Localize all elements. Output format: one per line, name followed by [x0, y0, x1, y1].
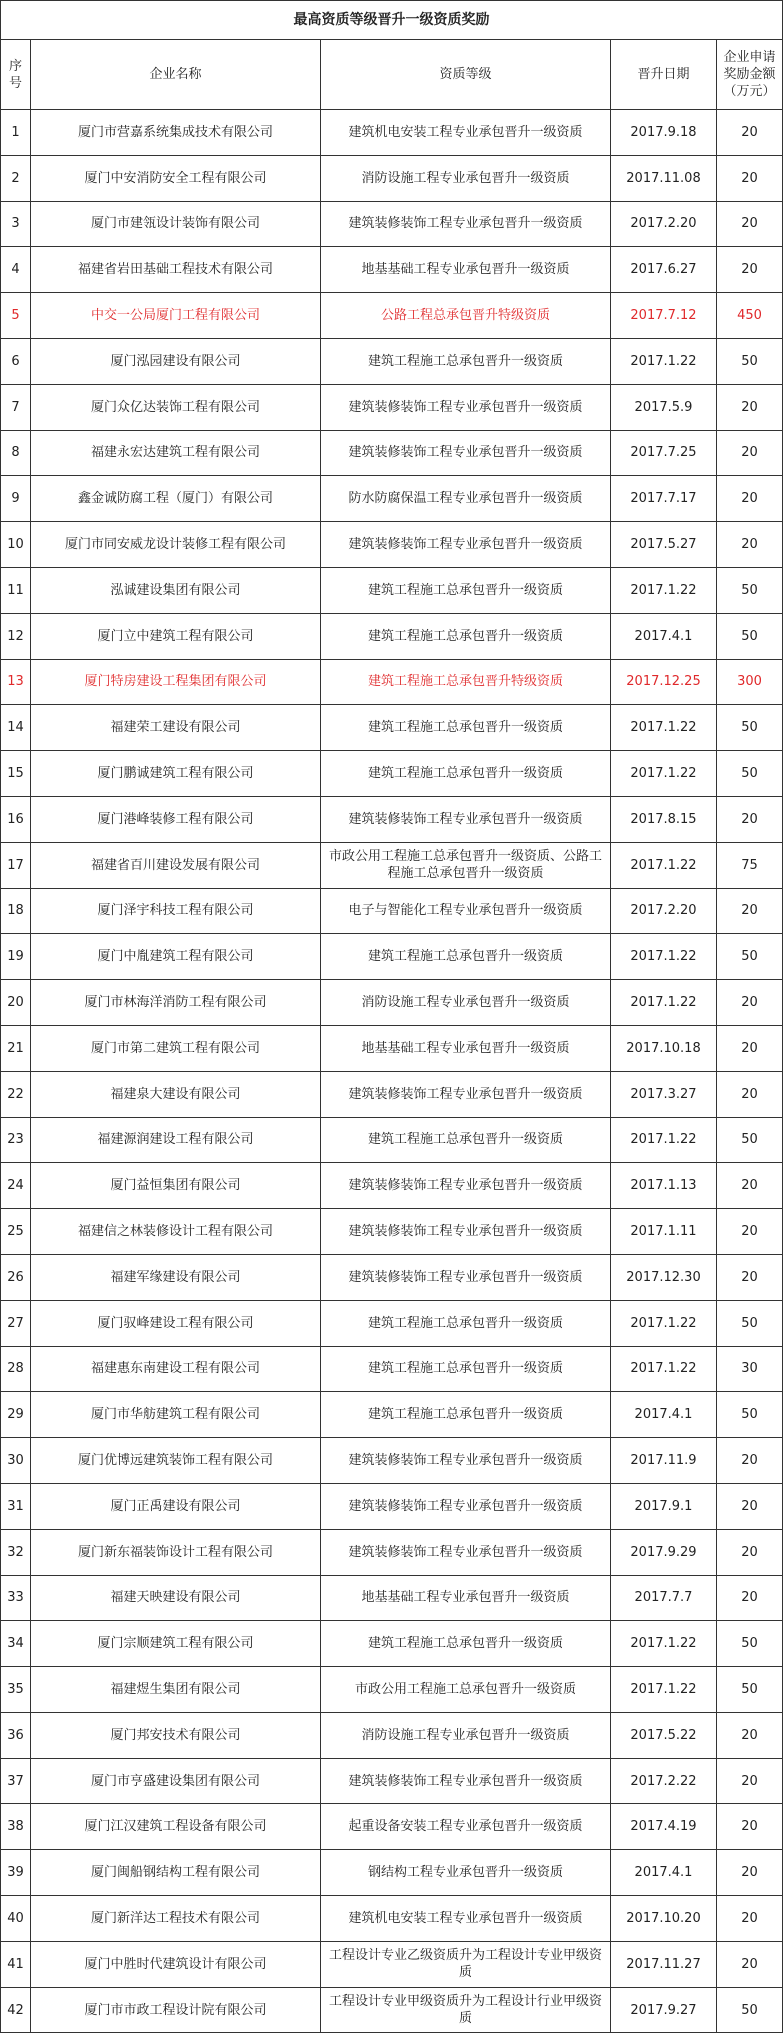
qualification: 建筑工程施工总承包晋升一级资质 [321, 751, 611, 797]
table-row [1, 567, 783, 613]
company-name: 厦门正禹建设有限公司 [31, 1483, 321, 1529]
table-row [1, 476, 783, 522]
company-name: 厦门新洋达工程技术有限公司 [31, 1896, 321, 1942]
company-name: 厦门立中建筑工程有限公司 [31, 613, 321, 659]
company-name: 厦门邦安技术有限公司 [31, 1712, 321, 1758]
award-amount: 20 [717, 1804, 783, 1850]
row-number: 3 [1, 201, 31, 247]
qualification: 消防设施工程专业承包晋升一级资质 [321, 1712, 611, 1758]
table-row [1, 659, 783, 705]
row-number: 37 [1, 1758, 31, 1804]
promotion-date: 2017.4.1 [611, 1392, 717, 1438]
promotion-date: 2017.3.27 [611, 1071, 717, 1117]
award-amount: 50 [717, 1621, 783, 1667]
company-name: 厦门市市政工程设计院有限公司 [31, 1987, 321, 2033]
award-amount: 20 [717, 155, 783, 201]
award-amount: 50 [717, 934, 783, 980]
table-row [1, 1575, 783, 1621]
row-number: 34 [1, 1621, 31, 1667]
company-name: 厦门驭峰建设工程有限公司 [31, 1300, 321, 1346]
table-row [1, 796, 783, 842]
row-number: 33 [1, 1575, 31, 1621]
award-amount: 20 [717, 1025, 783, 1071]
header-row [1, 40, 783, 110]
table-row [1, 705, 783, 751]
award-amount: 20 [717, 476, 783, 522]
qualification: 消防设施工程专业承包晋升一级资质 [321, 155, 611, 201]
company-name: 厦门益恒集团有限公司 [31, 1163, 321, 1209]
award-amount: 20 [717, 1758, 783, 1804]
company-name: 厦门宗顺建筑工程有限公司 [31, 1621, 321, 1667]
row-number: 23 [1, 1117, 31, 1163]
award-amount: 30 [717, 1346, 783, 1392]
table-row [1, 842, 783, 888]
row-number: 4 [1, 247, 31, 293]
award-amount: 50 [717, 1987, 783, 2033]
table-row [1, 1209, 783, 1255]
promotion-date: 2017.6.27 [611, 247, 717, 293]
qualification: 建筑装修装饰工程专业承包晋升一级资质 [321, 201, 611, 247]
table-row [1, 1025, 783, 1071]
company-name: 厦门市第二建筑工程有限公司 [31, 1025, 321, 1071]
promotion-date: 2017.1.22 [611, 1300, 717, 1346]
promotion-date: 2017.5.9 [611, 384, 717, 430]
table-row [1, 888, 783, 934]
company-name: 厦门新东福装饰设计工程有限公司 [31, 1529, 321, 1575]
qualification: 电子与智能化工程专业承包晋升一级资质 [321, 888, 611, 934]
qualification: 建筑装修装饰工程专业承包晋升一级资质 [321, 384, 611, 430]
qualification: 工程设计专业乙级资质升为工程设计专业甲级资质 [321, 1941, 611, 1987]
qualification: 市政公用工程施工总承包晋升一级资质、公路工程施工总承包晋升一级资质 [321, 842, 611, 888]
row-number: 17 [1, 842, 31, 888]
promotion-date: 2017.11.08 [611, 155, 717, 201]
company-name: 鑫金诚防腐工程（厦门）有限公司 [31, 476, 321, 522]
row-number: 14 [1, 705, 31, 751]
row-number: 21 [1, 1025, 31, 1071]
qualification: 建筑装修装饰工程专业承包晋升一级资质 [321, 1438, 611, 1484]
promotion-date: 2017.2.20 [611, 201, 717, 247]
promotion-date: 2017.1.22 [611, 1346, 717, 1392]
award-amount: 20 [717, 1071, 783, 1117]
row-number: 15 [1, 751, 31, 797]
award-amount: 20 [717, 247, 783, 293]
qualification: 建筑装修装饰工程专业承包晋升一级资质 [321, 522, 611, 568]
award-amount: 50 [717, 1300, 783, 1346]
qualification: 建筑装修装饰工程专业承包晋升一级资质 [321, 1758, 611, 1804]
row-number: 25 [1, 1209, 31, 1255]
company-name: 厦门市同安威龙设计装修工程有限公司 [31, 522, 321, 568]
row-number: 24 [1, 1163, 31, 1209]
award-amount: 20 [717, 522, 783, 568]
company-name: 福建惠东南建设工程有限公司 [31, 1346, 321, 1392]
promotion-date: 2017.7.7 [611, 1575, 717, 1621]
table-row [1, 1850, 783, 1896]
qualification: 建筑工程施工总承包晋升一级资质 [321, 1392, 611, 1438]
promotion-date: 2017.10.20 [611, 1896, 717, 1942]
award-amount: 50 [717, 751, 783, 797]
promotion-date: 2017.1.22 [611, 705, 717, 751]
table-row [1, 1346, 783, 1392]
table-row [1, 1941, 783, 1987]
company-name: 厦门市华舫建筑工程有限公司 [31, 1392, 321, 1438]
promotion-date: 2017.12.25 [611, 659, 717, 705]
row-number: 19 [1, 934, 31, 980]
row-number: 40 [1, 1896, 31, 1942]
qualification: 建筑装修装饰工程专业承包晋升一级资质 [321, 1254, 611, 1300]
qualification: 建筑装修装饰工程专业承包晋升一级资质 [321, 1483, 611, 1529]
qualification: 建筑装修装饰工程专业承包晋升一级资质 [321, 1163, 611, 1209]
company-name: 厦门市亨盛建设集团有限公司 [31, 1758, 321, 1804]
promotion-date: 2017.8.15 [611, 796, 717, 842]
table-row [1, 980, 783, 1026]
table-row [1, 247, 783, 293]
qualification: 建筑装修装饰工程专业承包晋升一级资质 [321, 796, 611, 842]
company-name: 福建泉大建设有限公司 [31, 1071, 321, 1117]
promotion-date: 2017.7.25 [611, 430, 717, 476]
qualification: 建筑装修装饰工程专业承包晋升一级资质 [321, 1209, 611, 1255]
table-row [1, 613, 783, 659]
qualification: 建筑工程施工总承包晋升一级资质 [321, 1346, 611, 1392]
table-row [1, 1667, 783, 1713]
promotion-date: 2017.1.22 [611, 842, 717, 888]
qualification: 起重设备安装工程专业承包晋升一级资质 [321, 1804, 611, 1850]
table-row [1, 1804, 783, 1850]
company-name: 厦门鹏诚建筑工程有限公司 [31, 751, 321, 797]
company-name: 厦门泓园建设有限公司 [31, 338, 321, 384]
row-number: 42 [1, 1987, 31, 2033]
promotion-date: 2017.7.12 [611, 293, 717, 339]
table-row [1, 201, 783, 247]
award-amount: 450 [717, 293, 783, 339]
row-number: 32 [1, 1529, 31, 1575]
award-amount: 50 [717, 1117, 783, 1163]
award-amount: 50 [717, 705, 783, 751]
header-no: 序号 [1, 40, 31, 110]
qualification: 建筑机电安装工程专业承包晋升一级资质 [321, 1896, 611, 1942]
row-number: 26 [1, 1254, 31, 1300]
table-row [1, 1254, 783, 1300]
award-amount: 50 [717, 567, 783, 613]
row-number: 10 [1, 522, 31, 568]
promotion-date: 2017.1.22 [611, 934, 717, 980]
table-row [1, 155, 783, 201]
award-amount: 20 [717, 1438, 783, 1484]
company-name: 中交一公局厦门工程有限公司 [31, 293, 321, 339]
qualification: 建筑工程施工总承包晋升一级资质 [321, 1300, 611, 1346]
qualification: 地基基础工程专业承包晋升一级资质 [321, 1575, 611, 1621]
award-amount: 20 [717, 1483, 783, 1529]
promotion-date: 2017.10.18 [611, 1025, 717, 1071]
row-number: 1 [1, 110, 31, 156]
award-amount: 20 [717, 1163, 783, 1209]
promotion-date: 2017.9.1 [611, 1483, 717, 1529]
promotion-date: 2017.1.11 [611, 1209, 717, 1255]
company-name: 福建省百川建设发展有限公司 [31, 842, 321, 888]
company-name: 厦门闽船钢结构工程有限公司 [31, 1850, 321, 1896]
award-amount: 20 [717, 980, 783, 1026]
row-number: 39 [1, 1850, 31, 1896]
table-row [1, 430, 783, 476]
row-number: 9 [1, 476, 31, 522]
row-number: 30 [1, 1438, 31, 1484]
row-number: 12 [1, 613, 31, 659]
row-number: 13 [1, 659, 31, 705]
promotion-date: 2017.1.22 [611, 1621, 717, 1667]
company-name: 厦门特房建设工程集团有限公司 [31, 659, 321, 705]
promotion-date: 2017.9.29 [611, 1529, 717, 1575]
row-number: 8 [1, 430, 31, 476]
company-name: 福建军缘建设有限公司 [31, 1254, 321, 1300]
table-row [1, 1071, 783, 1117]
promotion-date: 2017.11.27 [611, 1941, 717, 1987]
row-number: 7 [1, 384, 31, 430]
table-row [1, 1392, 783, 1438]
company-name: 泓诚建设集团有限公司 [31, 567, 321, 613]
award-amount: 20 [717, 1575, 783, 1621]
award-amount: 300 [717, 659, 783, 705]
qualification: 钢结构工程专业承包晋升一级资质 [321, 1850, 611, 1896]
table-row [1, 934, 783, 980]
promotion-date: 2017.9.27 [611, 1987, 717, 2033]
qualification: 地基基础工程专业承包晋升一级资质 [321, 1025, 611, 1071]
row-number: 18 [1, 888, 31, 934]
promotion-date: 2017.2.20 [611, 888, 717, 934]
table-title: 最高资质等级晋升一级资质奖励 [1, 1, 783, 40]
promotion-date: 2017.1.22 [611, 1117, 717, 1163]
table-row [1, 1438, 783, 1484]
row-number: 20 [1, 980, 31, 1026]
award-amount: 20 [717, 201, 783, 247]
promotion-date: 2017.11.9 [611, 1438, 717, 1484]
table-row [1, 522, 783, 568]
company-name: 福建省岩田基础工程技术有限公司 [31, 247, 321, 293]
row-number: 31 [1, 1483, 31, 1529]
company-name: 福建煜生集团有限公司 [31, 1667, 321, 1713]
award-amount: 20 [717, 1941, 783, 1987]
award-amount: 20 [717, 1896, 783, 1942]
qualification: 消防设施工程专业承包晋升一级资质 [321, 980, 611, 1026]
qualification: 建筑装修装饰工程专业承包晋升一级资质 [321, 430, 611, 476]
qualification: 地基基础工程专业承包晋升一级资质 [321, 247, 611, 293]
row-number: 11 [1, 567, 31, 613]
company-name: 厦门市营嘉系统集成技术有限公司 [31, 110, 321, 156]
promotion-date: 2017.5.27 [611, 522, 717, 568]
table-row [1, 1163, 783, 1209]
table-body [1, 110, 783, 2033]
qualification: 建筑机电安装工程专业承包晋升一级资质 [321, 110, 611, 156]
header-company-name: 企业名称 [31, 40, 321, 110]
company-name: 厦门泽宇科技工程有限公司 [31, 888, 321, 934]
row-number: 35 [1, 1667, 31, 1713]
award-amount: 20 [717, 1209, 783, 1255]
table-row [1, 1987, 783, 2033]
promotion-date: 2017.1.22 [611, 751, 717, 797]
row-number: 29 [1, 1392, 31, 1438]
company-name: 厦门众亿达装饰工程有限公司 [31, 384, 321, 430]
row-number: 36 [1, 1712, 31, 1758]
company-name: 厦门市建瓴设计装饰有限公司 [31, 201, 321, 247]
qualification: 建筑装修装饰工程专业承包晋升一级资质 [321, 1529, 611, 1575]
qualification: 建筑工程施工总承包晋升一级资质 [321, 338, 611, 384]
award-amount: 50 [717, 1392, 783, 1438]
promotion-date: 2017.1.22 [611, 980, 717, 1026]
promotion-date: 2017.1.22 [611, 567, 717, 613]
row-number: 6 [1, 338, 31, 384]
row-number: 27 [1, 1300, 31, 1346]
table-row [1, 1712, 783, 1758]
row-number: 16 [1, 796, 31, 842]
company-name: 厦门优博远建筑装饰工程有限公司 [31, 1438, 321, 1484]
qualification: 建筑装修装饰工程专业承包晋升一级资质 [321, 1071, 611, 1117]
award-amount: 20 [717, 430, 783, 476]
company-name: 厦门市林海洋消防工程有限公司 [31, 980, 321, 1026]
company-name: 福建信之林装修设计工程有限公司 [31, 1209, 321, 1255]
header-qualification: 资质等级 [321, 40, 611, 110]
promotion-date: 2017.12.30 [611, 1254, 717, 1300]
table-row [1, 293, 783, 339]
award-amount: 75 [717, 842, 783, 888]
award-amount: 50 [717, 338, 783, 384]
qualification: 建筑工程施工总承包晋升一级资质 [321, 1117, 611, 1163]
award-amount: 20 [717, 1254, 783, 1300]
company-name: 福建天映建设有限公司 [31, 1575, 321, 1621]
table-row [1, 338, 783, 384]
promotion-date: 2017.4.19 [611, 1804, 717, 1850]
row-number: 38 [1, 1804, 31, 1850]
row-number: 28 [1, 1346, 31, 1392]
award-amount: 20 [717, 1712, 783, 1758]
promotion-date: 2017.9.18 [611, 110, 717, 156]
qualification: 建筑工程施工总承包晋升一级资质 [321, 1621, 611, 1667]
company-name: 厦门中胤建筑工程有限公司 [31, 934, 321, 980]
company-name: 福建永宏达建筑工程有限公司 [31, 430, 321, 476]
table-row [1, 1529, 783, 1575]
header-promotion-date: 晋升日期 [611, 40, 717, 110]
header-award-amount: 企业申请奖励金额（万元） [717, 40, 783, 110]
table-row [1, 1758, 783, 1804]
row-number: 2 [1, 155, 31, 201]
table-row [1, 1621, 783, 1667]
qualification: 公路工程总承包晋升特级资质 [321, 293, 611, 339]
company-name: 厦门港峰装修工程有限公司 [31, 796, 321, 842]
table-row [1, 1300, 783, 1346]
row-number: 41 [1, 1941, 31, 1987]
award-amount: 50 [717, 613, 783, 659]
promotion-date: 2017.2.22 [611, 1758, 717, 1804]
company-name: 厦门江汉建筑工程设备有限公司 [31, 1804, 321, 1850]
award-amount: 50 [717, 1667, 783, 1713]
qualification: 建筑工程施工总承包晋升特级资质 [321, 659, 611, 705]
qualification: 市政公用工程施工总承包晋升一级资质 [321, 1667, 611, 1713]
promotion-date: 2017.5.22 [611, 1712, 717, 1758]
table-row [1, 110, 783, 156]
promotion-date: 2017.4.1 [611, 1850, 717, 1896]
table-row [1, 1483, 783, 1529]
award-amount: 20 [717, 796, 783, 842]
company-name: 厦门中安消防安全工程有限公司 [31, 155, 321, 201]
qualification: 防水防腐保温工程专业承包晋升一级资质 [321, 476, 611, 522]
table-row [1, 1896, 783, 1942]
company-name: 厦门中胜时代建筑设计有限公司 [31, 1941, 321, 1987]
award-amount: 20 [717, 1850, 783, 1896]
row-number: 22 [1, 1071, 31, 1117]
award-amount: 20 [717, 384, 783, 430]
table-row [1, 1117, 783, 1163]
table-row [1, 384, 783, 430]
promotion-date: 2017.1.22 [611, 1667, 717, 1713]
promotion-date: 2017.7.17 [611, 476, 717, 522]
qualification: 工程设计专业甲级资质升为工程设计行业甲级资质 [321, 1987, 611, 2033]
award-amount: 20 [717, 110, 783, 156]
company-name: 福建源润建设工程有限公司 [31, 1117, 321, 1163]
promotion-date: 2017.1.22 [611, 338, 717, 384]
qualification: 建筑工程施工总承包晋升一级资质 [321, 567, 611, 613]
qualification: 建筑工程施工总承包晋升一级资质 [321, 934, 611, 980]
award-amount: 20 [717, 888, 783, 934]
row-number: 5 [1, 293, 31, 339]
promotion-date: 2017.4.1 [611, 613, 717, 659]
award-amount: 20 [717, 1529, 783, 1575]
company-name: 福建荣工建设有限公司 [31, 705, 321, 751]
qualification: 建筑工程施工总承包晋升一级资质 [321, 705, 611, 751]
promotion-date: 2017.1.13 [611, 1163, 717, 1209]
table-row [1, 751, 783, 797]
qualification: 建筑工程施工总承包晋升一级资质 [321, 613, 611, 659]
